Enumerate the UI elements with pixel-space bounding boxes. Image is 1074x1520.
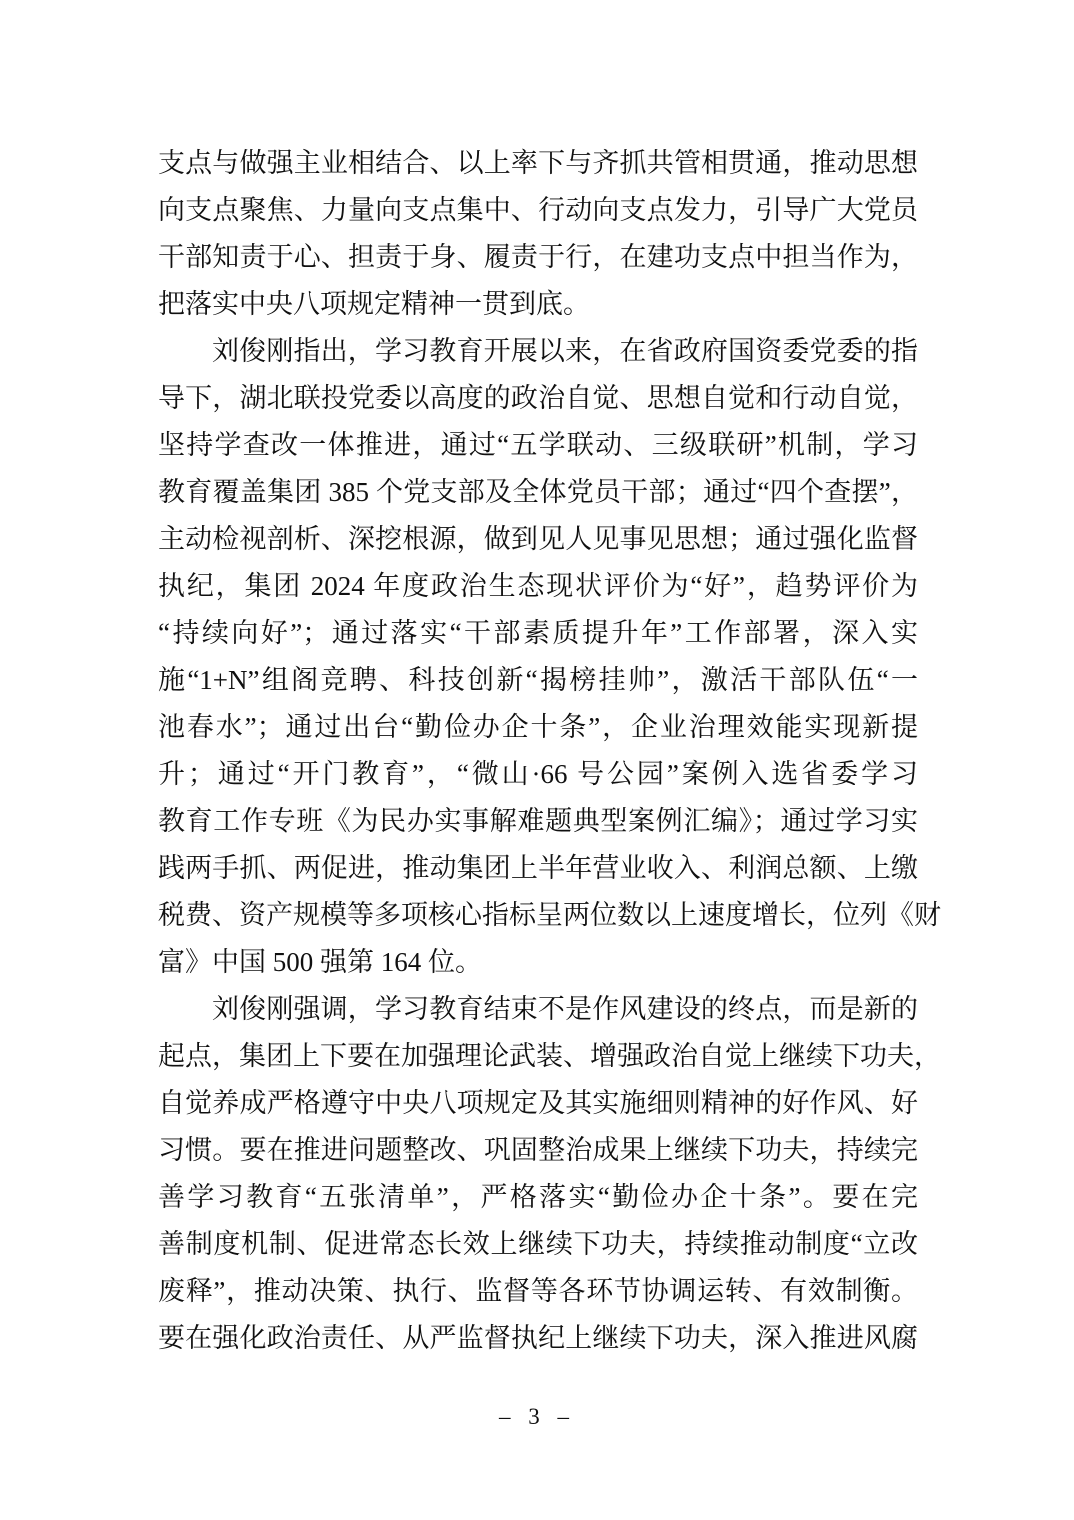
text-line: 支点与做强主业相结合、以上率下与齐抓共管相贯通，推动思想 (158, 148, 918, 178)
text-line: 践两手抓、两促进，推动集团上半年营业收入、利润总额、上缴 (158, 853, 918, 883)
text-line: 升；通过“开门教育”，“微山·66 号公园”案例入选省委学习 (158, 759, 918, 789)
text-line: 善学习教育“五张清单”，严格落实“勤俭办企十条”。要在完 (158, 1182, 918, 1212)
text-line: 教育覆盖集团 385 个党支部及全体党员干部；通过“四个查摆”， (158, 477, 918, 507)
text-line: 税费、资产规模等多项核心指标呈两位数以上速度增长，位列《财 (158, 900, 941, 930)
text-line: 善制度机制、促进常态长效上继续下功夫，持续推动制度“立改 (158, 1229, 918, 1259)
page-number: – 3 – (499, 1404, 575, 1429)
text-line: 刘俊刚指出，学习教育开展以来，在省政府国资委党委的指 (212, 336, 918, 366)
text-line: 导下，湖北联投党委以高度的政治自觉、思想自觉和行动自觉， (158, 383, 918, 413)
text-line: 自觉养成严格遵守中央八项规定及其实施细则精神的好作风、好 (158, 1088, 918, 1118)
document-body (158, 140, 941, 1362)
text-line: 主动检视剖析、深挖根源，做到见人见事见思想；通过强化监督 (158, 524, 918, 554)
text-line: 教育工作专班《为民办实事解难题典型案例汇编》；通过学习实 (158, 806, 918, 836)
text-line: 习惯。要在推进问题整改、巩固整治成果上继续下功夫，持续完 (158, 1135, 918, 1165)
text-line: 池春水”；通过出台“勤俭办企十条”，企业治理效能实现新提 (158, 712, 918, 742)
text-line: 把落实中央八项规定精神一贯到底。 (158, 289, 590, 319)
text-line: 施“1+N”组阁竞聘、科技创新“揭榜挂帅”，激活干部队伍“一 (158, 665, 918, 695)
text-line: 富》中国 500 强第 164 位。 (158, 947, 482, 977)
text-line: 干部知责于心、担责于身、履责于行，在建功支点中担当作为， (158, 242, 918, 272)
text-line: 执纪，集团 2024 年度政治生态现状评价为“好”，趋势评价为 (158, 571, 918, 601)
text-line: 废释”，推动决策、执行、监督等各环节协调运转、有效制衡。 (158, 1276, 918, 1306)
page-footer (0, 1404, 1074, 1430)
text-line: 坚持学查改一体推进，通过“五学联动、三级联研”机制，学习 (158, 430, 918, 460)
text-line: 起点，集团上下要在加强理论武装、增强政治自觉上继续下功夫， (158, 1041, 941, 1071)
text-line: 刘俊刚强调，学习教育结束不是作风建设的终点，而是新的 (212, 994, 918, 1024)
text-line: 向支点聚焦、力量向支点集中、行动向支点发力，引导广大党员 (158, 195, 918, 225)
text-line: “持续向好”；通过落实“干部素质提升年”工作部署，深入实 (158, 618, 918, 648)
text-line: 要在强化政治责任、从严监督执纪上继续下功夫，深入推进风腐 (158, 1323, 918, 1353)
